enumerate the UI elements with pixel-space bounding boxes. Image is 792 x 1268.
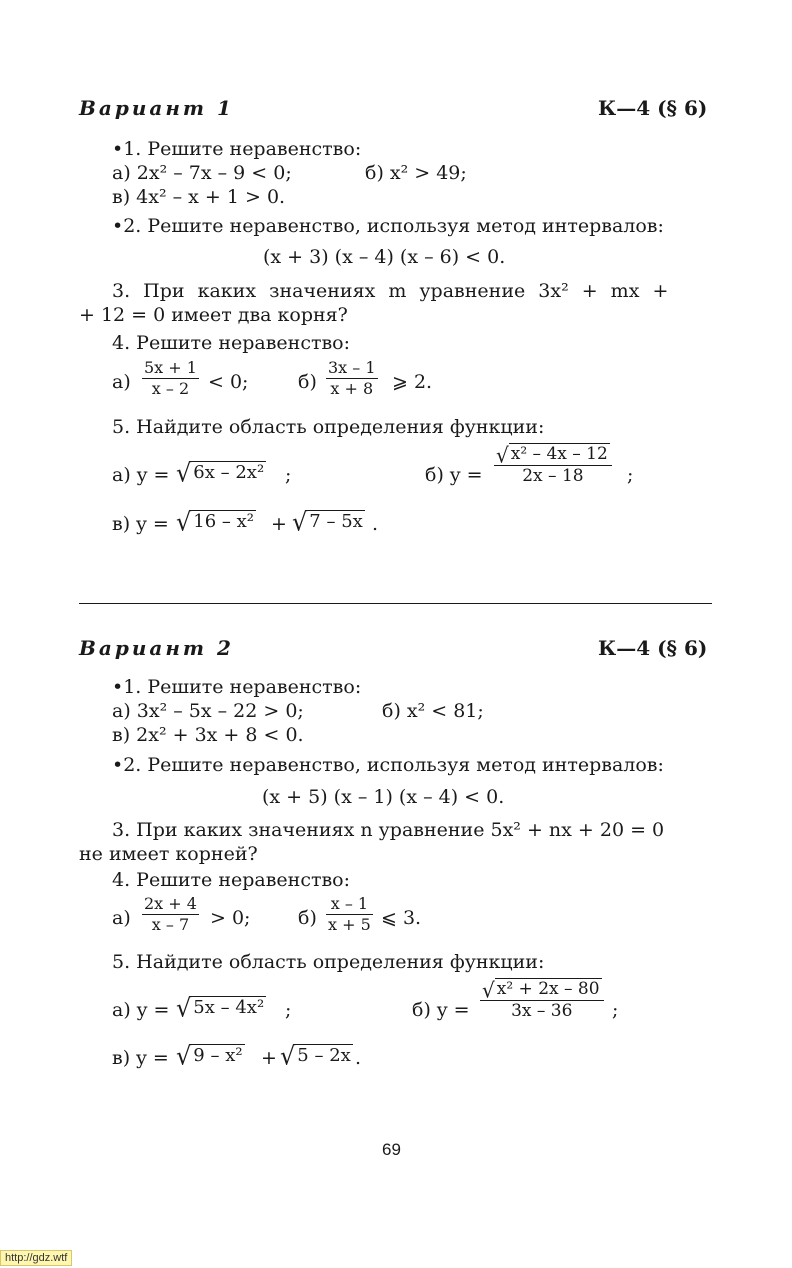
variant-2-title: Вариант 2: [79, 636, 234, 660]
v2-problem-2: •2. Решите неравенство, используя метод интервалов:: [112, 754, 664, 776]
v1-5b-denominator: 2x – 18: [522, 466, 584, 486]
v2-problem-1a: а) 3x² – 5x – 22 > 0;: [112, 700, 304, 722]
v2-5b-end: ;: [612, 999, 619, 1021]
v1-5b-label: б) y =: [425, 464, 483, 486]
v1-problem-2: •2. Решите неравенство, используя метод интервалов:: [112, 215, 664, 237]
v2-4a-denominator: x – 7: [151, 915, 190, 934]
v1-4a-denominator: x – 2: [151, 379, 190, 398]
v2-4b-relation: ⩽ 3.: [381, 907, 422, 929]
v1-problem-2-equation: (x + 3) (x – 4) (x – 6) < 0.: [263, 246, 506, 268]
v2-5c-sqrt-2: [280, 1041, 353, 1071]
v2-4a-relation: > 0;: [210, 907, 251, 929]
v2-5a-radicand: 5x – 4x²: [193, 997, 265, 1018]
v2-problem-3-line1: 3. При каких значениях n уравнение 5x² + nx + 20 = 0: [112, 819, 665, 841]
v2-4b-label: б): [298, 907, 317, 929]
v2-problem-1c: в) 2x² + 3x + 8 < 0.: [112, 724, 304, 746]
v1-4a-label: а): [112, 371, 131, 393]
v1-4b-numerator: 3x – 1: [328, 358, 376, 377]
v1-5a-end: ;: [285, 464, 292, 486]
sqrt-icon: √: [176, 458, 192, 488]
variant-1-ref: К—4 (§ 6): [598, 96, 708, 120]
v1-4b-denominator: x + 8: [330, 379, 374, 398]
v1-problem-1b: б) x² > 49;: [365, 162, 467, 184]
v2-problem-4: 4. Решите неравенство:: [112, 869, 351, 891]
sqrt-icon: √: [496, 442, 509, 468]
v1-4b-fraction: [326, 358, 378, 399]
v2-problem-3-line2: не имеет корней?: [79, 843, 258, 865]
v1-5c-sqrt-1: [176, 507, 256, 537]
v2-4b-numerator: x – 1: [326, 894, 373, 915]
v1-problem-3-line1: 3. При каких значениях m уравнение 3x² + mx +: [112, 280, 669, 302]
v1-4b-label: б): [298, 371, 317, 393]
v2-5a-end: ;: [285, 999, 292, 1021]
sqrt-icon: √: [280, 1041, 296, 1071]
v2-5c-radicand-2: 5 – 2x: [297, 1045, 351, 1066]
section-divider: [79, 603, 712, 604]
v2-5c-plus: +: [261, 1047, 277, 1069]
v2-5a-label: а) y =: [112, 999, 170, 1021]
v2-4b-fraction: [326, 894, 373, 935]
v2-problem-5: 5. Найдите область определения функции:: [112, 951, 545, 973]
v2-problem-2-equation: (x + 5) (x – 1) (x – 4) < 0.: [262, 786, 505, 808]
v1-5c-label: в) y =: [112, 513, 169, 535]
v2-5b-fraction: [480, 979, 604, 1021]
watermark-link[interactable]: http://gdz.wtf: [0, 1250, 72, 1266]
v2-5b-denominator: 3x – 36: [511, 1001, 573, 1021]
v1-4b-relation: ⩾ 2.: [392, 371, 433, 393]
v1-problem-1a: а) 2x² – 7x – 9 < 0;: [112, 162, 292, 184]
variant-1-title: Вариант 1: [79, 96, 234, 120]
v1-problem-3-line2: + 12 = 0 имеет два корня?: [79, 304, 348, 326]
v1-problem-4: 4. Решите неравенство:: [112, 332, 351, 354]
v2-5c-sqrt-1: [176, 1041, 245, 1071]
v2-4b-denominator: x + 5: [328, 915, 371, 934]
v1-5c-radicand-2: 7 – 5x: [309, 511, 363, 532]
v1-4a-relation: < 0;: [208, 371, 249, 393]
v1-5a-radicand: 6x – 2x²: [193, 462, 265, 483]
v1-5c-sqrt-2: [292, 507, 365, 537]
sqrt-icon: √: [292, 507, 308, 537]
v2-5b-numerator: √ x² + 2x – 80: [480, 979, 604, 1001]
sqrt-icon: √: [176, 1041, 192, 1071]
v1-5c-end: .: [372, 513, 379, 535]
v2-problem-1b: б) x² < 81;: [382, 700, 484, 722]
v1-5a-label: а) y =: [112, 464, 170, 486]
v2-4a-fraction: [142, 894, 199, 935]
variant-2-ref: К—4 (§ 6): [598, 636, 708, 660]
v1-5a-sqrt: [176, 458, 266, 488]
v1-5c-plus: +: [271, 513, 287, 535]
v2-5b-label: б) y =: [412, 999, 470, 1021]
v1-5b-numerator: √ x² – 4x – 12: [494, 444, 612, 466]
v2-5a-sqrt: [176, 993, 266, 1023]
v2-5c-end: .: [355, 1047, 362, 1069]
v2-4a-numerator: 2x + 4: [144, 894, 197, 913]
v1-problem-1c: в) 4x² – x + 1 > 0.: [112, 186, 286, 208]
v1-4a-numerator: 5x + 1: [144, 358, 197, 377]
v2-4a-label: а): [112, 907, 131, 929]
v2-5c-radicand-1: 9 – x²: [193, 1045, 243, 1066]
v1-problem-5: 5. Найдите область определения функции:: [112, 416, 545, 438]
sqrt-icon: √: [482, 977, 495, 1003]
page-number: 69: [382, 1140, 401, 1159]
v1-4a-fraction: [142, 358, 199, 399]
v2-5c-label: в) y =: [112, 1047, 169, 1069]
v1-problem-1: •1. Решите неравенство:: [112, 138, 362, 160]
sqrt-icon: √: [176, 993, 192, 1023]
v2-problem-1: •1. Решите неравенство:: [112, 676, 362, 698]
sqrt-icon: √: [176, 507, 192, 537]
v1-5b-end: ;: [627, 464, 634, 486]
v1-5c-radicand-1: 16 – x²: [193, 511, 255, 532]
v1-5b-fraction: [494, 444, 612, 486]
